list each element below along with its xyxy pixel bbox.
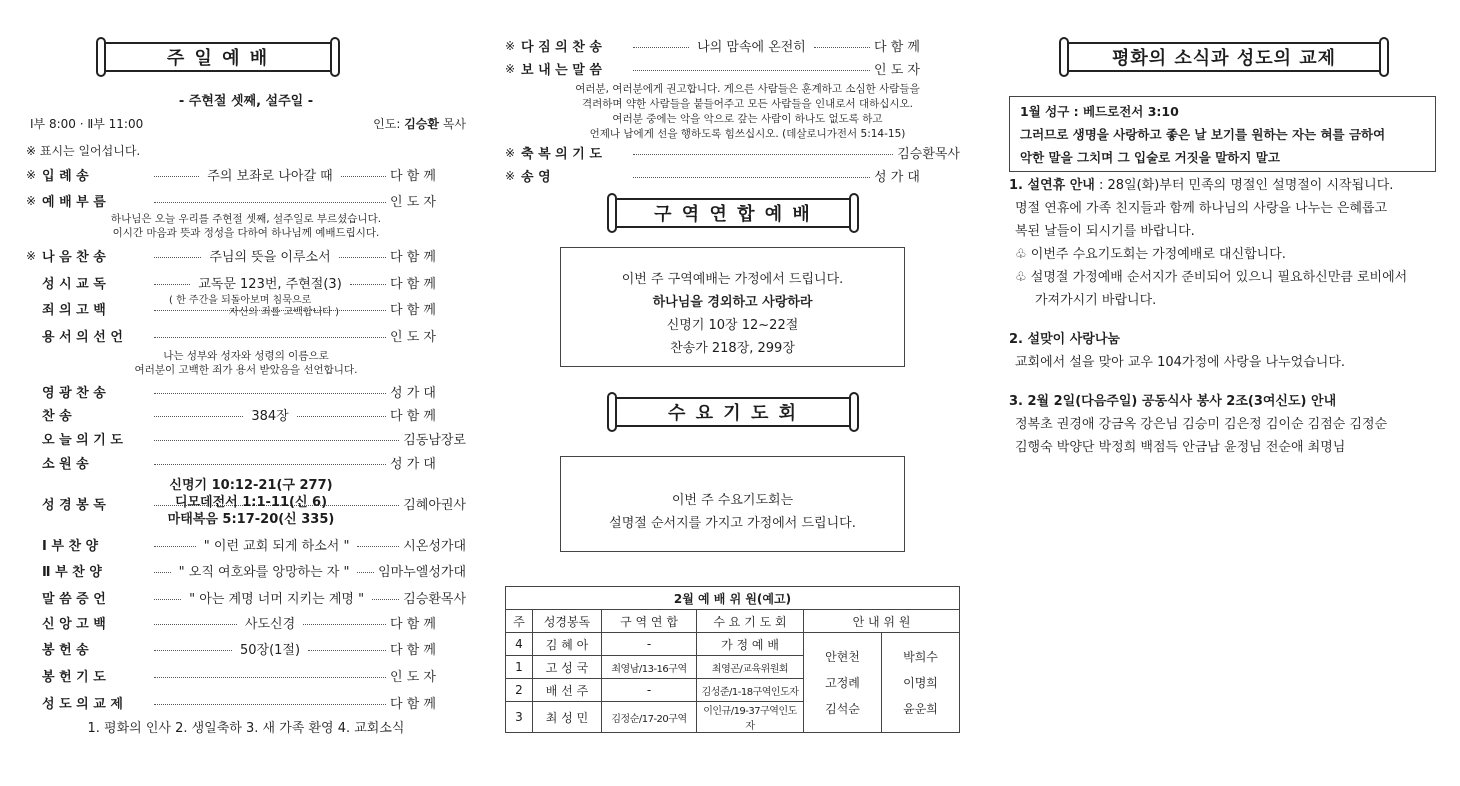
wednesday-line: 이번 주 수요기도회는	[671, 493, 794, 508]
order-performer: 다 함 께	[390, 643, 436, 658]
usher-name: 박희수	[903, 649, 938, 664]
leader-label: 인도:	[373, 117, 401, 131]
scripture-line: 디모데전서 1:1-11(신 6)	[174, 495, 328, 510]
sending-words	[545, 82, 950, 142]
flower-bullet-icon: ♧	[1015, 270, 1027, 285]
confession-note	[169, 295, 339, 319]
leader-dots	[154, 649, 232, 651]
fellowship-note: 1. 평화의 인사 2. 생일축하 3. 새 가족 환영 4. 교회소식	[87, 721, 405, 736]
subtitle: - 주현절 셋째, 설주일 -	[178, 94, 314, 109]
order-item	[26, 429, 466, 448]
leader-dots	[357, 571, 374, 573]
order-label: 축 복 의 기 도	[521, 147, 602, 162]
sending-line: 여러분, 여러분에게 권고합니다. 게으른 사람들은 훈계하고 소심한 사람들을	[575, 83, 920, 95]
order-performer: 임마누엘성가대	[378, 565, 467, 580]
order-label: 보 내 는 말 씀	[521, 63, 602, 78]
table-cell: 배 선 주	[533, 679, 602, 702]
leader-role: 목사	[442, 117, 466, 131]
table-cell: 3	[506, 702, 533, 733]
order-item	[26, 639, 466, 658]
table-header: 주	[506, 610, 533, 633]
standing-mark: ※	[505, 145, 516, 160]
leader-dots	[154, 463, 386, 465]
sending-line: 여러분 중에는 악을 악으로 갚는 사람이 하나도 없도록 하고	[612, 113, 883, 125]
leader-dots	[154, 545, 196, 547]
absolution-line: 여러분이 고백한 죄가 용서 받았음을 선언합니다.	[134, 364, 358, 376]
order-label: Ⅰ 부 찬 양	[42, 539, 99, 554]
order-label: 다 짐 의 찬 송	[521, 40, 602, 55]
news-line: 정복초 권경애 강금옥 강은님 김승미 김은정 김이순 김점순 김정순	[1015, 417, 1388, 432]
order-item	[26, 453, 466, 472]
table-cell: -	[602, 633, 697, 656]
order-performer: 김혜아권사	[403, 498, 466, 513]
table-cell: 최영남/13-16구역	[602, 656, 697, 679]
news-title-1: 1. 설연휴 안내	[1009, 178, 1095, 193]
order-label: 성 시 교 독	[42, 277, 106, 292]
order-performer: 다 함 께	[390, 250, 436, 265]
standing-mark: ※	[505, 61, 516, 76]
order-performer: 다 함 께	[390, 409, 436, 424]
order-item	[26, 535, 466, 554]
order-detail: 나의 맘속에 온전히	[697, 40, 806, 55]
order-item	[505, 166, 960, 185]
leader-name: 김승환	[404, 117, 439, 131]
table-cell: -	[602, 679, 697, 702]
leader-dots	[339, 256, 386, 258]
district-worship-title	[613, 198, 853, 228]
news-text: : 28일(화)부터 민족의 명절인 설명절이 시작됩니다.	[1094, 178, 1394, 193]
order-item	[26, 613, 466, 632]
usher-name: 이명희	[903, 675, 938, 690]
table-cell: 김정순/17-20구역	[602, 702, 697, 733]
table-header: 구 역 연 합	[602, 610, 697, 633]
title-text: 구 역 연 합 예 배	[654, 204, 812, 225]
leader-dots	[154, 676, 386, 678]
order-detail: 50장(1절)	[239, 643, 301, 658]
news-item-2	[1009, 328, 1345, 374]
title-text: 평화의 소식과 성도의 교제	[1111, 48, 1337, 69]
worship-committee-table	[505, 586, 960, 733]
order-detail: 주의 보좌로 나아갈 때	[207, 169, 333, 184]
order-performer: 다 함 께	[390, 697, 436, 712]
leader-dots	[154, 415, 243, 417]
leader-dots	[154, 623, 237, 625]
order-performer: 김승환목사	[403, 592, 467, 607]
district-line: 신명기 10장 12~22절	[666, 318, 799, 333]
leader-dots	[633, 176, 870, 178]
table-cell: 4	[506, 633, 533, 656]
call-note-line: 이시간 마음과 뜻과 정성을 다하여 하나님께 예배드립시다.	[112, 227, 380, 239]
table-header: 수 요 기 도 회	[697, 610, 804, 633]
news-sub: 이번주 수요기도회는 가정예배로 대신합니다.	[1030, 247, 1286, 262]
leader-dots	[357, 545, 399, 547]
standing-mark: ※	[26, 167, 37, 182]
order-performer: 인 도 자	[390, 195, 436, 210]
news-title-2: 2. 설맞이 사랑나눔	[1009, 332, 1120, 347]
news-sub: 설명절 가정예배 순서지가 준비되어 있으니 필요하신만큼 로비에서	[1030, 270, 1408, 285]
order-item	[505, 59, 960, 78]
order-label: 입 례 송	[42, 169, 89, 184]
order-detail: 사도신경	[244, 617, 296, 632]
standing-mark: ※	[26, 248, 37, 263]
table-cell: 최영곤/교육위원회	[697, 656, 804, 679]
absolution-note	[26, 349, 466, 377]
order-item	[26, 693, 466, 712]
confession-line: 자신의 죄를 고백합니다 )	[228, 307, 339, 318]
order-detail: 384장	[251, 409, 289, 424]
leader-dots	[154, 598, 181, 600]
leader-dots	[633, 69, 870, 71]
leader-dots	[154, 571, 171, 573]
news-line: 김행숙 박양단 박정희 백점득 안금남 윤정님 전순애 최명님	[1015, 440, 1346, 455]
table-cell: 1	[506, 656, 533, 679]
order-item	[26, 561, 466, 580]
table-cell: 김 혜 아	[533, 633, 602, 656]
order-performer: 성 가 대	[874, 170, 920, 185]
leader-dots	[633, 46, 689, 48]
district-line: 찬송가 218장, 299장	[670, 341, 795, 356]
order-label: 용 서 의 선 언	[42, 330, 123, 345]
order-item	[26, 273, 466, 292]
order-item	[26, 588, 466, 607]
order-label: 소 원 송	[42, 457, 89, 472]
order-performer: 시온성가대	[403, 539, 467, 554]
news-title	[1065, 42, 1383, 72]
news-line: 명절 연휴에 가족 친지들과 함께 하나님의 사랑을 나누는 은혜롭고	[1015, 201, 1388, 216]
order-item	[26, 382, 466, 401]
order-performer: 인 도 자	[874, 63, 920, 78]
verse-ref: 1월 성구 : 베드로전서 3:10	[1020, 104, 1179, 119]
wednesday-line: 설명절 순서지를 가지고 가정에서 드립니다.	[609, 516, 856, 531]
order-label: 성 도 의 교 제	[42, 697, 123, 712]
leader-dots	[154, 175, 199, 177]
leader-dots	[154, 439, 399, 441]
order-item	[505, 36, 960, 55]
flower-bullet-icon: ♧	[1015, 247, 1027, 262]
order-performer: 성 가 대	[390, 457, 436, 472]
ushers-a-cell	[804, 633, 882, 733]
standing-mark: ※	[505, 168, 516, 183]
usher-name: 김석순	[825, 701, 860, 716]
table-cell: 2	[506, 679, 533, 702]
leader-dots	[154, 703, 386, 705]
table-cell: 최 성 민	[533, 702, 602, 733]
scripture-line: 마태복음 5:17-20(신 335)	[167, 512, 335, 527]
confession-line: ( 한 주간을 되돌아보며 침묵으로	[169, 295, 312, 306]
order-item	[26, 666, 466, 685]
leader-dots	[814, 46, 870, 48]
order-label: 말 씀 증 언	[42, 592, 106, 607]
service-times: Ⅰ부 8:00 · Ⅱ부 11:00	[30, 117, 144, 131]
order-performer: 다 함 께	[874, 40, 920, 55]
absolution-line: 나는 성부와 성자와 성령의 이름으로	[163, 350, 329, 362]
usher-name: 안현천	[825, 649, 860, 664]
order-item	[505, 143, 960, 162]
order-label: Ⅱ 부 찬 양	[42, 565, 102, 580]
order-detail: " 아는 계명 너머 지키는 계명 "	[189, 592, 365, 607]
order-label: 영 광 찬 송	[42, 386, 106, 401]
verse-line: 그러므로 생명을 사랑하고 좋은 날 보기를 원하는 자는 혀를 금하여	[1020, 127, 1386, 142]
order-label: 나 음 찬 송	[42, 250, 106, 265]
table-header: 성경봉독	[533, 610, 602, 633]
leader-dots	[633, 153, 893, 155]
order-performer: 다 함 께	[390, 277, 436, 292]
order-detail: 주님의 뜻을 이루소서	[209, 250, 331, 265]
leader-dots	[308, 649, 386, 651]
order-detail: " 이런 교회 되게 하소서 "	[203, 539, 350, 554]
sending-line: 언제나 남에게 선을 행하도록 힘쓰십시오. (데살로니가전서 5:14-15)	[589, 128, 906, 140]
news-text: 교회에서 설을 맞아 교우 104가정에 사랑을 나누었습니다.	[1015, 355, 1346, 370]
standing-note: ※ 표시는 일어섭니다.	[26, 144, 141, 158]
sending-line: 격려하며 약한 사람들을 붙들어주고 모든 사람들을 인내로서 대하십시오.	[582, 98, 913, 110]
leader-dots	[297, 415, 386, 417]
news-item-1	[1009, 174, 1407, 312]
table-row	[506, 633, 960, 656]
ushers-b-cell	[882, 633, 960, 733]
leader-dots	[341, 175, 386, 177]
scripture-readings	[146, 477, 356, 528]
leader-dots	[372, 598, 399, 600]
district-worship-box	[560, 247, 905, 367]
table-cell: 고 성 국	[533, 656, 602, 679]
order-performer: 인 도 자	[390, 330, 436, 345]
call-note	[26, 212, 466, 240]
order-performer: 다 함 께	[390, 617, 436, 632]
leader-dots	[350, 283, 386, 285]
title-text: 주 일 예 배	[166, 48, 270, 69]
order-label: 봉 헌 송	[42, 643, 89, 658]
order-performer: 다 함 께	[390, 169, 436, 184]
order-performer: 김승환목사	[897, 147, 960, 162]
order-label: 신 앙 고 백	[42, 617, 106, 632]
order-label: 찬 송	[42, 409, 72, 424]
usher-name: 고정례	[825, 675, 860, 690]
usher-name: 윤운희	[903, 701, 938, 716]
table-cell: 김성준/1-18구역인도자	[697, 679, 804, 702]
order-performer: 성 가 대	[390, 386, 436, 401]
title-text: 수 요 기 도 회	[667, 403, 798, 424]
leader-dots	[154, 201, 386, 203]
order-label: 죄 의 고 백	[42, 303, 106, 318]
order-label: 성 경 봉 독	[42, 498, 106, 513]
standing-mark: ※	[505, 38, 516, 53]
standing-mark: ※	[26, 193, 37, 208]
order-performer: 다 함 께	[390, 303, 436, 318]
news-line: 복된 날들이 되시기를 바랍니다.	[1015, 224, 1195, 239]
leader-dots	[154, 392, 386, 394]
call-note-line: 하나님은 오늘 우리를 주현절 셋째, 설주일로 부르셨습니다.	[110, 213, 382, 225]
order-label: 봉 헌 기 도	[42, 670, 106, 685]
news-title-3: 3. 2월 2일(다음주일) 공동식사 봉사 2조(3여신도) 안내	[1009, 394, 1337, 409]
scripture-line: 신명기 10:12-21(구 277)	[169, 478, 333, 493]
order-label: 오 늘 의 기 도	[42, 433, 123, 448]
leader-dots	[154, 256, 201, 258]
verse-line: 악한 말을 그치며 그 입술로 거짓을 말하지 말고	[1020, 150, 1280, 165]
order-item	[26, 326, 466, 345]
leader	[373, 115, 466, 132]
news-sub: 가져가시기 바랍니다.	[1035, 293, 1157, 308]
order-item	[26, 246, 466, 265]
order-detail: " 오직 여호와를 앙망하는 자 "	[178, 565, 350, 580]
leader-dots	[303, 623, 386, 625]
order-detail: 교독문 123번, 주현절(3)	[198, 277, 342, 292]
district-line: 하나님을 경외하고 사랑하라	[652, 295, 813, 310]
order-item	[26, 191, 466, 210]
wednesday-prayer-title	[613, 397, 853, 427]
order-label: 예 배 부 름	[42, 195, 106, 210]
table-header: 안 내 위 원	[804, 610, 960, 633]
sunday-worship-title	[102, 42, 334, 72]
table-cell: 가 정 예 배	[697, 633, 804, 656]
order-performer: 인 도 자	[390, 670, 436, 685]
table-title: 2월 예 배 위 원(예고)	[506, 587, 960, 610]
leader-dots	[154, 336, 386, 338]
order-item	[26, 165, 466, 184]
news-item-3	[1009, 390, 1387, 459]
order-label: 송 영	[521, 170, 551, 185]
monthly-verse-box	[1009, 96, 1436, 172]
table-cell: 이인규/19-37구역인도자	[697, 702, 804, 733]
leader-dots	[154, 283, 190, 285]
order-item	[26, 405, 466, 424]
wednesday-prayer-box	[560, 456, 905, 552]
district-line: 이번 주 구역예배는 가정에서 드립니다.	[621, 272, 844, 287]
order-performer: 김동남장로	[403, 433, 466, 448]
